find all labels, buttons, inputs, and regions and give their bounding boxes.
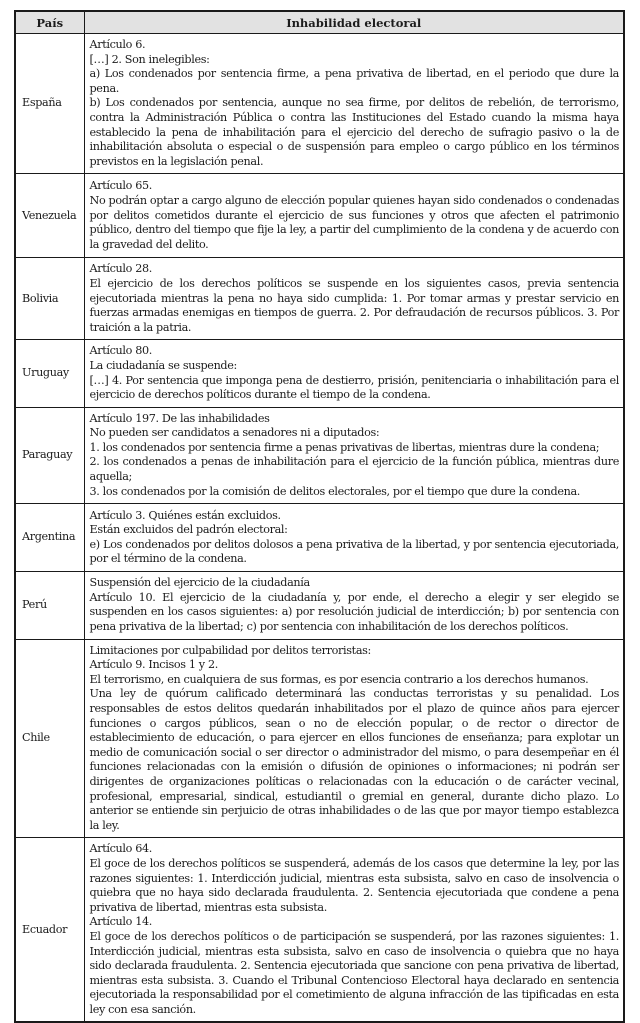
legal-text-line: Artículo 28. [89, 262, 152, 276]
legal-text-line: El goce de los derechos políticos se suspenderá, además de los casos que determine la ley, por las razones siguientes: 1. Interdicción judicial, mientras esta subsista, salvo en caso de insolvencia o quiebra que no haya sido declarada fraudulenta. 2. Sentencia ejecutoriada que condene a pena privativa de libertad, mientras esta subsista. [89, 856, 619, 914]
country-cell: España [15, 34, 84, 174]
disqualification-cell [84, 174, 624, 258]
disqualification-cell [84, 258, 624, 340]
country-cell: Bolivia [15, 258, 84, 340]
country-cell: Paraguay [15, 407, 84, 504]
legal-text-line: Están excluidos del padrón electoral: [89, 523, 288, 537]
legal-text-line: Artículo 64. [89, 842, 152, 856]
legal-text-line: b) Los condenados por sentencia, aunque no sea firme, por delitos de rebelión, de terrorismo, contra la Administración Pública o contra las Instituciones del Estado cuando la misma haya establecido la pena de inhabilitación para el ejercicio del derecho de sufragio pasivo o la de inhabilitación absoluta o especial o de suspensión para empleo o cargo público en los términos previstos en la legislación penal. [89, 96, 619, 168]
table-row [15, 174, 624, 258]
country-cell: Perú [15, 572, 84, 639]
legal-text-line: La ciudadanía se suspende: [89, 358, 237, 372]
legal-text-line: Limitaciones por culpabilidad por delitos terroristas: [89, 643, 371, 657]
table-row [15, 504, 624, 572]
table-row [15, 407, 624, 504]
table-row [15, 838, 624, 1023]
legal-text-line: Artículo 197. De las inhabilidades [89, 411, 270, 425]
legal-text-line: a) Los condenados por sentencia firme, a pena privativa de libertad, en el periodo que dure la pena. [89, 67, 619, 95]
legal-text-line: Artículo 14. [89, 915, 152, 929]
legal-text-line: Suspensión del ejercicio de la ciudadanía [89, 576, 310, 590]
legal-text-line: No podrán optar a cargo alguno de elección popular quienes hayan sido condenados o condenadas por delitos cometidos durante el ejercicio de sus funciones y otros que afecten el patrimonio público, dentro del tiempo que fije la ley, a partir del cumplimiento de la condena y de acuerdo con la gravedad del delito. [89, 193, 619, 251]
disqualification-cell [84, 34, 624, 174]
legal-text-line: Artículo 9. Incisos 1 y 2. [89, 658, 218, 672]
disqualification-cell [84, 572, 624, 639]
disqualification-cell [84, 407, 624, 504]
header-disqualification: Inhabilidad electoral [84, 11, 624, 34]
legal-text-line: Artículo 80. [89, 344, 152, 358]
legal-text-line: 2. los condenados a penas de inhabilitación para el ejercicio de la función pública, mientras dure aquella; [89, 455, 619, 484]
legal-text-line: El goce de los derechos políticos o de participación se suspenderá, por las razones siguientes: 1. Interdicción judicial, mientras esta subsista, salvo en caso de insolvencia o quiebra que no haya sido declarada fraudulenta. 2. Sentencia ejecutoriada que sancione con pena privativa de libertad, mientras esta subsista. 3. Cuando el Tribunal Contencioso Electoral haya declarado en sentencia ejecutoriada la responsabilidad por el cometimiento de alguna infracción de las tipificadas en esta ley con esa sanción. [89, 929, 619, 1016]
disqualification-cell [84, 504, 624, 572]
legal-text-line: Artículo 6. [89, 38, 146, 51]
legal-text-line: No pueden ser candidatos a senadores ni a diputados: [89, 426, 380, 440]
legal-text-line: e) Los condenados por delitos dolosos a pena privativa de la libertad, y por sentencia ejecutoriada, por el término de la condena. [89, 537, 619, 566]
legal-text-line: Artículo 3. Quiénes están excluidos. [89, 508, 281, 522]
legal-text-line: […] 2. Son inelegibles: [89, 52, 210, 66]
table-row [15, 639, 624, 838]
legal-text-line: 3. los condenados por la comisión de delitos electorales, por el tiempo que dure la condena. [89, 484, 580, 498]
electoral-disqualification-table [14, 10, 625, 1023]
header-row [15, 11, 624, 34]
table-row [15, 340, 624, 407]
table-row [15, 34, 624, 174]
legal-text-line: El terrorismo, en cualquiera de sus formas, es por esencia contrario a los derechos humanos. [89, 672, 589, 686]
header-country: País [15, 11, 84, 34]
table-row [15, 258, 624, 340]
country-cell: Venezuela [15, 174, 84, 258]
legal-text-line: El ejercicio de los derechos políticos se suspende en los siguientes casos, previa sentencia ejecutoriada mientras la pena no haya sido cumplida: 1. Por tomar armas y prestar servicio en fuerzas armadas enemigas en tiempos de guerra. 2. Por defraudación de recursos públicos. 3. Por traición a la patria. [89, 276, 619, 334]
disqualification-cell [84, 838, 624, 1023]
legal-text-line: 1. los condenados por sentencia firme a penas privativas de libertas, mientras dure la condena; [89, 440, 600, 454]
country-cell: Chile [15, 639, 84, 838]
country-cell: Uruguay [15, 340, 84, 407]
legal-text-line: Una ley de quórum calificado determinará las conductas terroristas y su penalidad. Los responsables de estos delitos quedarán inhabilitados por el plazo de quince años para ejercer funciones o cargos públicos, sean o no de elección popular, o de rector o director de establecimiento de educación, o para ejercer en ellos funciones de enseñanza; para explotar un medio de comunicación social o ser director o administrador del mismo, o para desempeñar en él funciones relacionadas con la emisión o difusión de opiniones o informaciones; ni podrán ser dirigentes de organizaciones políticas o relacionadas con la educación o de carácter vecinal, profesional, empresarial, sindical, estudiantil o gremial en general, durante dicho plazo. Lo anterior se entiende sin perjuicio de otras inhabilidades o de las que por mayor tiempo establezca la ley. [89, 687, 619, 832]
disqualification-cell [84, 639, 624, 838]
legal-text-line: Artículo 10. El ejercicio de la ciudadanía y, por ende, el derecho a elegir y ser elegido se suspenden en los casos siguientes: a) por resolución judicial de interdicción; b) por sentencia con pena privativa de la libertad; c) por sentencia con inhabilitación de los derechos políticos. [89, 590, 619, 634]
disqualification-cell [84, 340, 624, 407]
legal-text-line: Artículo 65. [89, 179, 152, 193]
country-cell: Argentina [15, 504, 84, 572]
country-cell: Ecuador [15, 838, 84, 1023]
table-row [15, 572, 624, 639]
legal-text-line: […] 4. Por sentencia que imponga pena de destierro, prisión, penitenciaria o inhabilitación para el ejercicio de derechos políticos durante el tiempo de la condena. [89, 373, 619, 402]
table-body [15, 34, 624, 1023]
